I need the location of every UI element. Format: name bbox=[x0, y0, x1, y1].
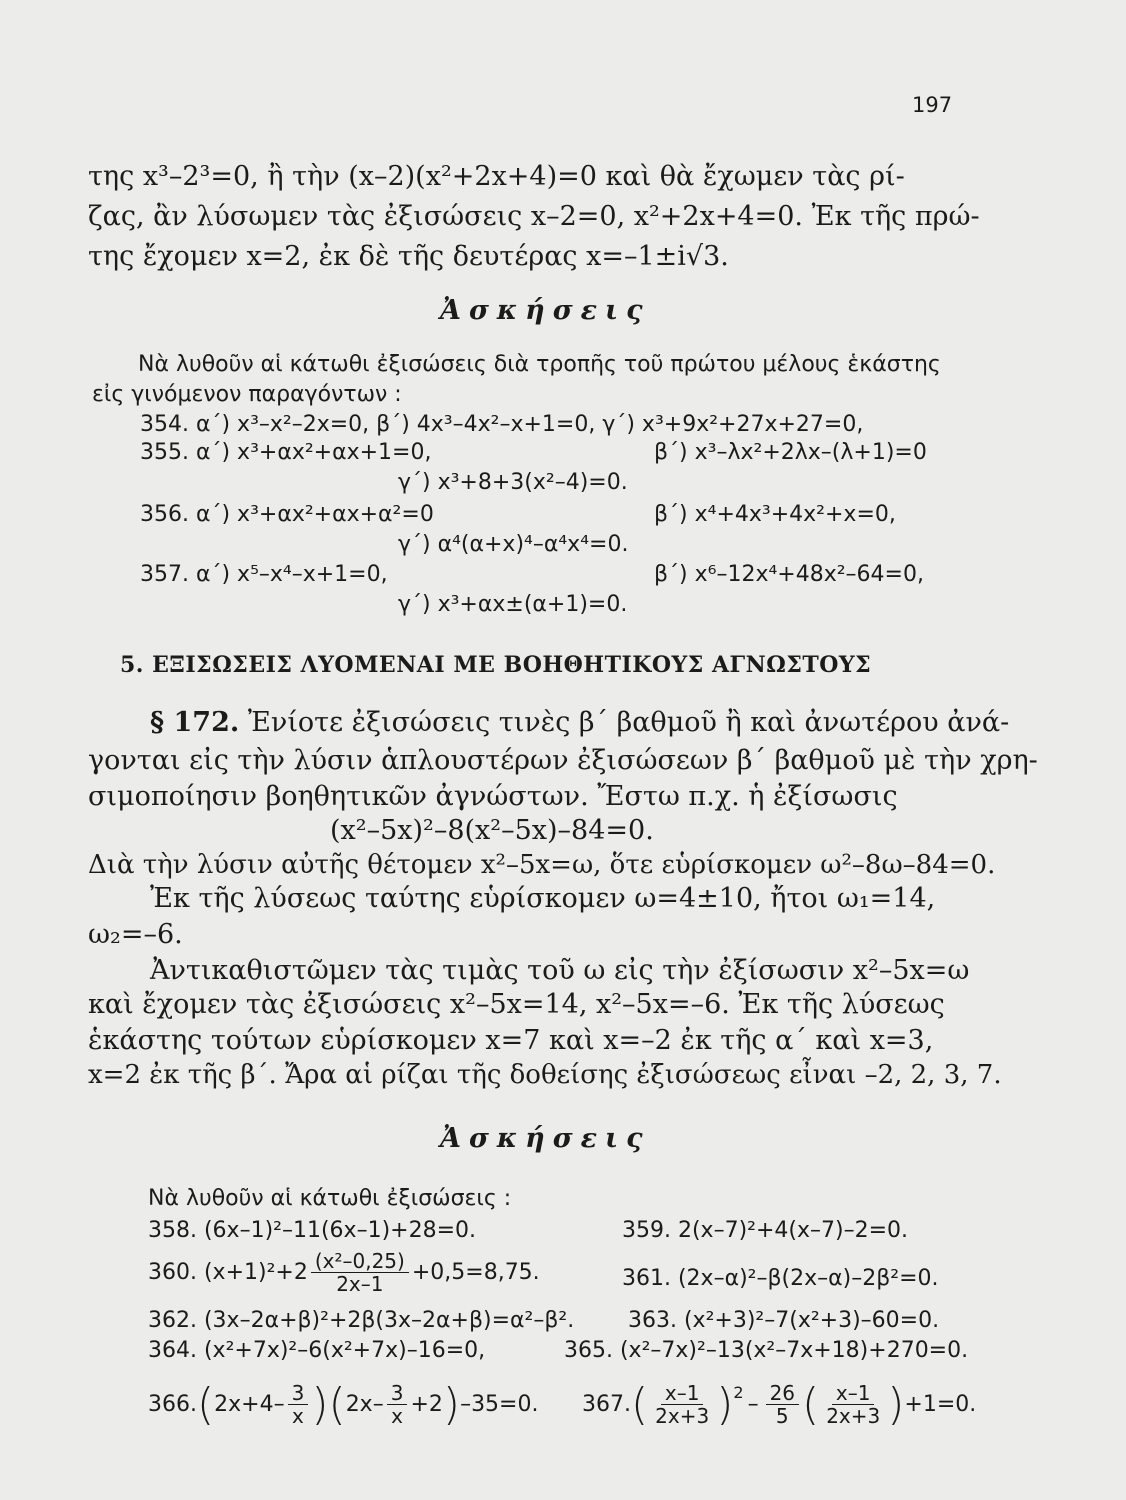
exercise-367-exponent: 2 bbox=[733, 1382, 744, 1402]
exercises-2-instruction: Νὰ λυθοῦν αἱ κάτωθι ἐξισώσεις : bbox=[148, 1186, 512, 1211]
exercise-366-term-c: +2 bbox=[410, 1391, 443, 1417]
exercise-356-b: β΄) x⁴+4x³+4x²+x=0, bbox=[654, 502, 896, 527]
exercise-363: 363. (x²+3)²–7(x²+3)–60=0. bbox=[628, 1308, 940, 1333]
section-paragraph-line-2: γονται εἰς τὴν λύσιν ἁπλουστέρων ἐξισώσεων β΄ βαθμοῦ μὲ τὴν χρη- bbox=[88, 745, 1038, 776]
exercise-366-number: 366. bbox=[148, 1391, 197, 1417]
right-paren: ) bbox=[887, 1378, 905, 1430]
exercise-366-term-b: 2x– bbox=[345, 1391, 384, 1417]
exercise-357-a: 357. α΄) x⁵–x⁴–x+1=0, bbox=[140, 562, 388, 587]
denominator: x bbox=[391, 1404, 403, 1428]
exercise-357-b: β΄) x⁶–12x⁴+48x²–64=0, bbox=[654, 562, 924, 587]
exercise-360-denominator: 2x–1 bbox=[336, 1272, 384, 1296]
intro-line-2: ζας, ἂν λύσωμεν τὰς ἐξισώσεις x–2=0, x²+2x+4=0. Ἐκ τῆς πρώ- bbox=[88, 201, 980, 232]
exercise-360-pre: 360. (x+1)²+2 bbox=[148, 1259, 308, 1285]
left-paren: ( bbox=[802, 1378, 820, 1430]
exercise-367-fraction-3 bbox=[822, 1382, 884, 1427]
exercise-356-a: 356. α΄) x³+αx²+αx+α²=0 bbox=[140, 502, 434, 527]
denominator: 5 bbox=[775, 1404, 789, 1428]
exercises-heading-1: Ἀσκήσεις bbox=[440, 295, 651, 326]
exercise-366 bbox=[148, 1378, 539, 1430]
exercise-367 bbox=[582, 1378, 977, 1430]
denominator: x bbox=[292, 1404, 304, 1428]
left-paren: ( bbox=[630, 1378, 649, 1430]
denominator: 2x+3 bbox=[826, 1404, 881, 1428]
right-paren: ) bbox=[716, 1378, 734, 1430]
exercise-366-end: –35=0. bbox=[460, 1391, 539, 1417]
exercise-364: 364. (x²+7x)²–6(x²+7x)–16=0, bbox=[148, 1338, 486, 1363]
right-paren: ) bbox=[442, 1378, 461, 1430]
exercise-360-numerator: (x²–0,25) bbox=[311, 1250, 409, 1273]
exercise-360-post: +0,5=8,75. bbox=[411, 1259, 540, 1285]
right-paren: ) bbox=[311, 1378, 329, 1430]
exercise-361: 361. (2x–α)²–β(2x–α)–2β²=0. bbox=[622, 1266, 939, 1291]
exercise-355-b: β΄) x³–λx²+2λx–(λ+1)=0 bbox=[654, 440, 927, 465]
section-paragraph-line-5: Ἐκ τῆς λύσεως ταύτης εὑρίσκομεν ω=4±10, ἤτοι ω₁=14, bbox=[150, 883, 936, 914]
exercise-366-fraction-1 bbox=[288, 1382, 309, 1427]
left-paren: ( bbox=[196, 1378, 215, 1430]
exercise-367-minus: – bbox=[747, 1391, 759, 1417]
exercises-heading-2: Ἀσκήσεις bbox=[440, 1123, 651, 1154]
exercise-366-fraction-2 bbox=[387, 1382, 408, 1427]
paragraph-mark: § 172. bbox=[150, 707, 240, 738]
section-title: 5. ΕΞΙΣΩΣΕΙΣ ΛΥΟΜΕΝΑΙ ΜΕ ΒΟΗΘΗΤΙΚΟΥΣ ΑΓΝΩΣΤΟΥΣ bbox=[120, 652, 872, 678]
section-paragraph-line-1 bbox=[150, 708, 1009, 738]
section-paragraph-line-8: καὶ ἔχομεν τὰς ἐξισώσεις x²–5x=14, x²–5x=–6. Ἐκ τῆς λύσεως bbox=[88, 989, 945, 1020]
exercises-1-instruction-2: εἰς γινόμενον παραγόντων : bbox=[92, 382, 402, 407]
exercise-356-c: γ΄) α⁴(α+x)⁴–α⁴x⁴=0. bbox=[398, 532, 629, 557]
exercise-358: 358. (6x–1)²–11(6x–1)+28=0. bbox=[148, 1218, 477, 1243]
exercise-359: 359. 2(x–7)²+4(x–7)–2=0. bbox=[622, 1218, 909, 1243]
exercise-367-number: 367. bbox=[582, 1391, 631, 1417]
exercise-367-fraction-1 bbox=[651, 1382, 713, 1427]
exercise-355-a: 355. α΄) x³+αx²+αx+1=0, bbox=[140, 440, 432, 465]
exercise-366-term-a: 2x+4– bbox=[214, 1391, 285, 1417]
section-paragraph-line-9: ἑκάστης τούτων εὑρίσκομεν x=7 καὶ x=–2 ἐκ τῆς α΄ καὶ x=3, bbox=[88, 1025, 934, 1056]
exercise-354: 354. α΄) x³–x²–2x=0, β΄) 4x³–4x²–x+1=0, γ΄) x³+9x²+27x+27=0, bbox=[140, 412, 864, 437]
exercise-362: 362. (3x–2α+β)²+2β(3x–2α+β)=α²–β². bbox=[148, 1308, 575, 1333]
section-paragraph-line-4: Διὰ τὴν λύσιν αὐτῆς θέτομεν x²–5x=ω, ὅτε εὑρίσκομεν ω²–8ω–84=0. bbox=[88, 850, 996, 880]
section-paragraph-line-3: σιμοποίησιν βοηθητικῶν ἀγνώστων. Ἔστω π.χ. ἡ ἐξίσωσις bbox=[88, 781, 898, 812]
exercise-367-fraction-2 bbox=[766, 1382, 799, 1427]
intro-line-3: της ἔχομεν x=2, ἐκ δὲ τῆς δευτέρας x=–1±i√3. bbox=[88, 241, 729, 272]
numerator: 3 bbox=[288, 1382, 309, 1405]
page-number: 197 bbox=[912, 93, 953, 117]
numerator: x–1 bbox=[661, 1382, 704, 1405]
left-paren: ( bbox=[328, 1378, 346, 1430]
exercise-355-c: γ΄) x³+8+3(x²–4)=0. bbox=[398, 470, 628, 495]
section-paragraph-line-7: Ἀντικαθιστῶμεν τὰς τιμὰς τοῦ ω εἰς τὴν ἐξίσωσιν x²–5x=ω bbox=[150, 955, 970, 986]
section-paragraph-line-6: ω₂=–6. bbox=[88, 919, 183, 950]
section-paragraph-line-10: x=2 ἐκ τῆς β΄. Ἄρα αἱ ρίζαι τῆς δοθείσης ἐξισώσεως εἶναι –2, 2, 3, 7. bbox=[88, 1060, 1002, 1090]
exercise-357-c: γ΄) x³+αx±(α+1)=0. bbox=[398, 592, 628, 617]
paragraph-text-1: Ἐνίοτε ἐξισώσεις τινὲς β΄ βαθμοῦ ἢ καὶ ἀνωτέρου ἀνά- bbox=[247, 707, 1010, 738]
exercise-365: 365. (x²–7x)²–13(x²–7x+18)+270=0. bbox=[564, 1338, 969, 1363]
numerator: x–1 bbox=[832, 1382, 875, 1405]
numerator: 3 bbox=[387, 1382, 408, 1405]
exercise-367-end: +1=0. bbox=[904, 1391, 977, 1417]
denominator: 2x+3 bbox=[655, 1404, 710, 1428]
section-equation: (x²–5x)²–8(x²–5x)–84=0. bbox=[330, 815, 654, 846]
numerator: 26 bbox=[766, 1382, 799, 1405]
exercise-360-fraction bbox=[311, 1250, 409, 1295]
exercises-1-instruction-1: Νὰ λυθοῦν αἱ κάτωθι ἐξισώσεις διὰ τροπῆς τοῦ πρώτου μέλους ἑκάστης bbox=[138, 352, 941, 377]
intro-line-1: της x³–2³=0, ἢ τὴν (x–2)(x²+2x+4)=0 καὶ θὰ ἔχωμεν τὰς ρί- bbox=[88, 161, 905, 192]
exercise-360 bbox=[148, 1250, 540, 1295]
